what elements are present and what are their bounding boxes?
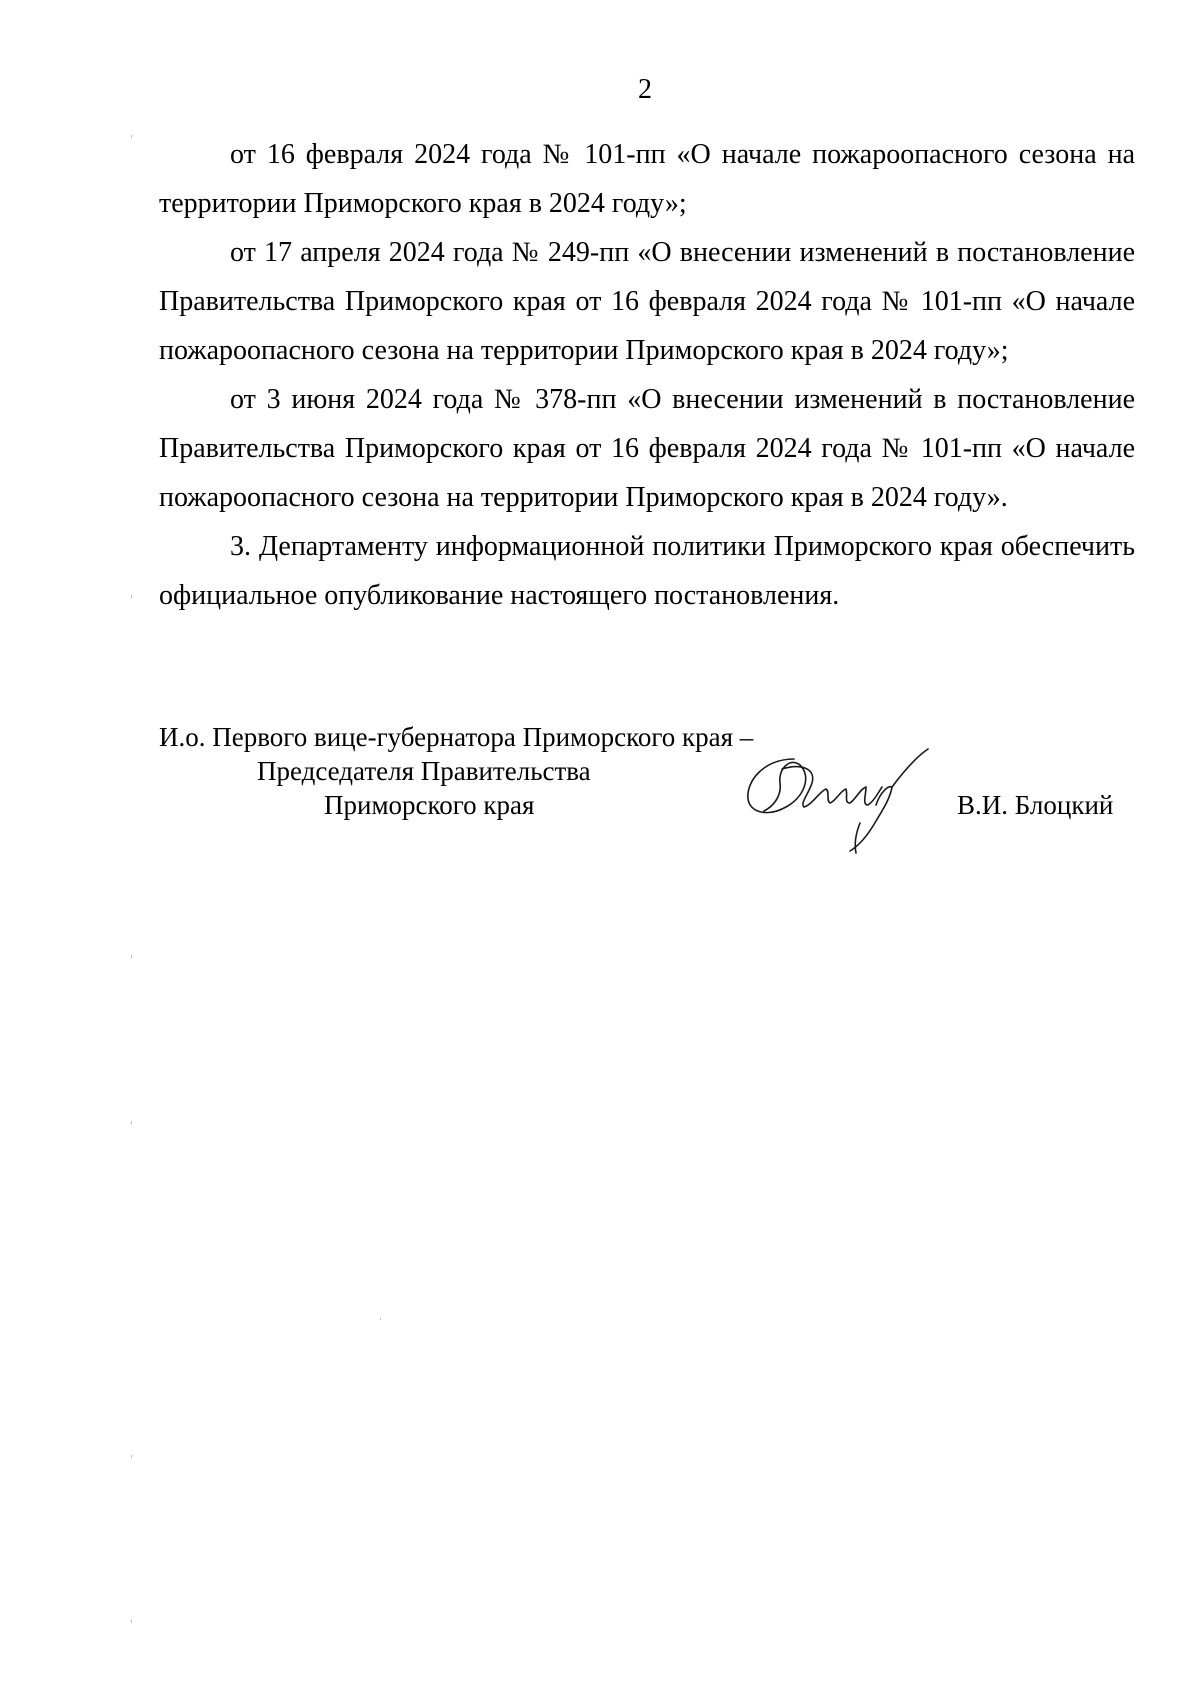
signatory-title-line-1: И.о. Первого вице-губернатора Приморского края – — [159, 722, 754, 752]
paragraph-resolution-378: от 3 июня 2024 года № 378-пп «О внесении изменений в постановление Правительства Приморского края от 16 февраля 2024 года № 101-пп «О начале пожароопасного сезона на территории Приморского края в 2024 году». — [159, 384, 1135, 513]
signatory-title-line-2: Председателя Правительства — [257, 756, 591, 786]
paragraph-item-3: 3. Департаменту информационной политики Приморского края обеспечить официальное опубликование настоящего постановления. — [159, 531, 1135, 611]
signature-block — [159, 720, 1159, 850]
signatory-title-line-3: Приморского края — [324, 790, 535, 820]
handwritten-signature — [742, 747, 942, 857]
paragraph-resolution-249: от 17 апреля 2024 года № 249-пп «О внесении изменений в постановление Правительства Приморского края от 16 февраля 2024 года № 101-пп «О начале пожароопасного сезона на территории Приморского края в 2024 году»; — [159, 237, 1135, 366]
paragraph-resolution-101: от 16 февраля 2024 года № 101-пп «О начале пожароопасного сезона на территории Приморского края в 2024 году»; — [159, 139, 1135, 219]
body-text — [159, 130, 1135, 620]
page-number: 2 — [638, 74, 652, 105]
signatory-name: В.И. Блоцкий — [957, 790, 1114, 820]
